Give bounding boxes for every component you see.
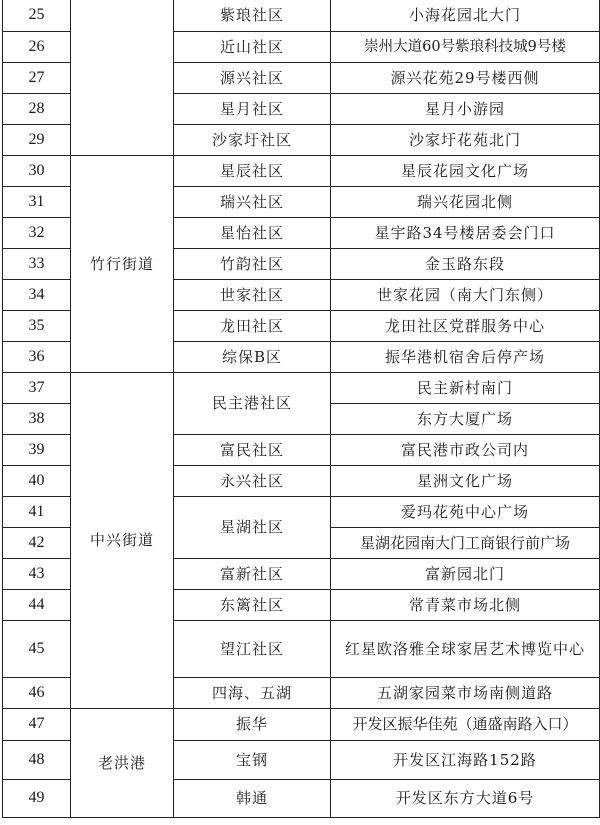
community-cell: 源兴社区	[174, 62, 331, 93]
district-cell: 中兴街道	[71, 372, 174, 708]
table-row	[3, 155, 600, 186]
community-cell: 宝钢	[174, 740, 331, 779]
row-number: 30	[3, 155, 71, 186]
community-cell: 四海、五湖	[174, 677, 331, 708]
row-number: 39	[3, 434, 71, 465]
location-cell: 沙家圩花苑北门	[331, 124, 600, 155]
location-cell: 常青菜市场北侧	[331, 589, 600, 620]
row-number: 40	[3, 465, 71, 496]
community-cell: 富新社区	[174, 558, 331, 589]
community-cell: 振华	[174, 708, 331, 740]
location-cell: 开发区振华佳苑（通盛南路入口）	[331, 708, 600, 740]
community-cell: 竹韵社区	[174, 248, 331, 279]
location-cell: 小海花园北大门	[331, 0, 600, 31]
row-number: 25	[3, 0, 71, 31]
community-cell: 近山社区	[174, 31, 331, 62]
row-number: 38	[3, 403, 71, 434]
community-cell: 沙家圩社区	[174, 124, 331, 155]
location-cell: 五湖家园菜市场南侧道路	[331, 677, 600, 708]
location-cell: 富新园北门	[331, 558, 600, 589]
community-cell: 东篱社区	[174, 589, 331, 620]
location-cell: 世家花园（南大门东侧）	[331, 279, 600, 310]
community-cell: 瑞兴社区	[174, 186, 331, 217]
community-locations-table	[2, 0, 600, 818]
community-cell: 综保B区	[174, 341, 331, 372]
community-cell: 星湖社区	[174, 496, 331, 558]
location-cell: 民主新村南门	[331, 372, 600, 403]
community-cell: 星怡社区	[174, 217, 331, 248]
location-cell: 星湖花园南大门工商银行前广场	[331, 527, 600, 558]
row-number: 37	[3, 372, 71, 403]
location-cell: 崇州大道60号紫琅科技城9号楼	[331, 31, 600, 62]
community-cell: 民主港社区	[174, 372, 331, 434]
location-cell: 爱玛花苑中心广场	[331, 496, 600, 527]
location-cell: 瑞兴花园北侧	[331, 186, 600, 217]
row-number: 47	[3, 708, 71, 740]
location-cell: 东方大厦广场	[331, 403, 600, 434]
location-cell: 星宇路34号楼居委会门口	[331, 217, 600, 248]
location-cell: 开发区东方大道6号	[331, 779, 600, 817]
district-cell	[71, 0, 174, 155]
community-cell: 富民社区	[174, 434, 331, 465]
location-cell: 星辰花园文化广场	[331, 155, 600, 186]
row-number: 44	[3, 589, 71, 620]
row-number: 31	[3, 186, 71, 217]
row-number: 46	[3, 677, 71, 708]
community-cell: 紫琅社区	[174, 0, 331, 31]
community-cell: 星辰社区	[174, 155, 331, 186]
community-cell: 星月社区	[174, 93, 331, 124]
location-cell: 源兴花苑29号楼西侧	[331, 62, 600, 93]
location-cell: 金玉路东段	[331, 248, 600, 279]
row-number: 42	[3, 527, 71, 558]
row-number: 26	[3, 31, 71, 62]
location-cell: 星月小游园	[331, 93, 600, 124]
location-cell: 富民港市政公司内	[331, 434, 600, 465]
table-row	[3, 708, 600, 740]
row-number: 29	[3, 124, 71, 155]
location-cell: 星洲文化广场	[331, 465, 600, 496]
location-cell: 龙田社区党群服务中心	[331, 310, 600, 341]
row-number: 41	[3, 496, 71, 527]
district-cell: 老洪港	[71, 708, 174, 817]
row-number: 48	[3, 740, 71, 779]
community-cell: 龙田社区	[174, 310, 331, 341]
table-row	[3, 0, 600, 31]
row-number: 49	[3, 779, 71, 817]
row-number: 32	[3, 217, 71, 248]
row-number: 34	[3, 279, 71, 310]
row-number: 45	[3, 620, 71, 677]
location-cell: 开发区江海路152路	[331, 740, 600, 779]
row-number: 27	[3, 62, 71, 93]
row-number: 36	[3, 341, 71, 372]
table-row	[3, 372, 600, 403]
district-cell: 竹行街道	[71, 155, 174, 372]
row-number: 43	[3, 558, 71, 589]
row-number: 28	[3, 93, 71, 124]
location-cell: 红星欧洛雅全球家居艺术博览中心	[331, 620, 600, 677]
location-cell: 振华港机宿舍后停产场	[331, 341, 600, 372]
community-cell: 望江社区	[174, 620, 331, 677]
row-number: 35	[3, 310, 71, 341]
community-cell: 世家社区	[174, 279, 331, 310]
row-number: 33	[3, 248, 71, 279]
community-cell: 韩通	[174, 779, 331, 817]
community-cell: 永兴社区	[174, 465, 331, 496]
